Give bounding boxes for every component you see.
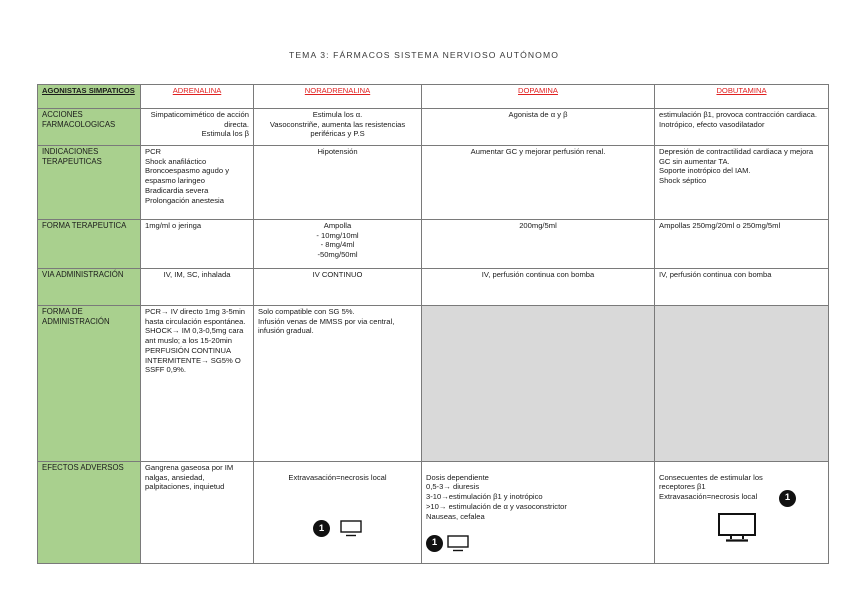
table-row bbox=[38, 306, 829, 462]
row-label-via: VIA ADMINISTRACIÓN bbox=[38, 269, 141, 306]
row-label-efectos: EFECTOS ADVERSOS bbox=[38, 462, 141, 564]
empty-cell bbox=[655, 306, 829, 462]
table-cell-dopamina-efectos bbox=[422, 462, 655, 564]
table-row bbox=[38, 269, 829, 306]
row-label-forma-terapeutica: FORMA TERAPEUTICA bbox=[38, 220, 141, 269]
table-cell: IV, IM, SC, inhalada bbox=[141, 269, 254, 306]
table-cell: estimulación β1, provoca contracción cardiaca. Inotrópico, efecto vasodilatador bbox=[655, 109, 829, 146]
table-cell: Agonista de α y β bbox=[422, 109, 655, 146]
table-cell: Aumentar GC y mejorar perfusión renal. bbox=[422, 146, 655, 220]
table-cell: IV CONTINUO bbox=[254, 269, 422, 306]
table-cell-dobutamina-efectos bbox=[655, 462, 829, 564]
header-row bbox=[38, 85, 829, 109]
row-label-indicaciones: INDICACIONES TERAPEUTICAS bbox=[38, 146, 141, 220]
monitor-icon bbox=[340, 520, 362, 537]
drug-header-dopamina: DOPAMINA bbox=[422, 85, 655, 109]
cell-text: Consecuentes de estimular los receptores β1 Extravasación=necrosis local bbox=[659, 472, 763, 502]
table-row bbox=[38, 462, 829, 564]
table-cell: Ampolla - 10mg/10ml - 8mg/4ml -50mg/50ml bbox=[254, 220, 422, 269]
numbered-badge-icon: 1 bbox=[313, 520, 330, 537]
row-label-acciones: ACCIONES FARMACOLOGICAS bbox=[38, 109, 141, 146]
table-cell: PCR→ IV directo 1mg 3-5min hasta circulación espontánea. SHOCK→ IM 0,3-0,5mg cara ant muslo; a los 15-20min PERFUSIÓN CONTINUA INTERMITENTE→ SG5% O SSFF 0,9%. bbox=[141, 306, 254, 462]
reference-marker bbox=[258, 520, 417, 537]
table-row bbox=[38, 146, 829, 220]
table-cell: 1mg/ml o jeringa bbox=[141, 220, 254, 269]
table-cell: IV, perfusión continua con bomba bbox=[655, 269, 829, 306]
table-cell: Gangrena gaseosa por IM nalgas, ansiedad, palpitaciones, inquietud bbox=[141, 462, 254, 564]
cell-text: Extravasación=necrosis local bbox=[288, 472, 387, 482]
table-cell: 200mg/5ml bbox=[422, 220, 655, 269]
table-cell: Hipotensión bbox=[254, 146, 422, 220]
numbered-badge-icon: 1 bbox=[426, 535, 443, 552]
table-cell: PCR Shock anafiláctico Broncoespasmo agudo y espasmo laringeo Bradicardia severa Prolongación anestesia bbox=[141, 146, 254, 220]
monitor-icon bbox=[717, 512, 757, 544]
table-corner-label: AGONISTAS SIMPATICOS bbox=[38, 85, 141, 109]
drug-header-dobutamina: DOBUTAMINA bbox=[655, 85, 829, 109]
table-cell: IV, perfusión continua con bomba bbox=[422, 269, 655, 306]
table-cell-noradrenalina-efectos bbox=[254, 462, 422, 564]
table-cell: Simpaticomimético de acción directa. Estimula los β bbox=[141, 109, 254, 146]
reference-marker bbox=[426, 535, 650, 552]
empty-cell bbox=[422, 306, 655, 462]
document-title: TEMA 3: FÁRMACOS SISTEMA NERVIOSO AUTÓNOMO bbox=[289, 50, 559, 60]
table-row bbox=[38, 109, 829, 146]
monitor-icon bbox=[447, 535, 469, 552]
numbered-badge-icon: 1 bbox=[779, 490, 796, 507]
table-cell: Depresión de contractilidad cardiaca y mejora GC sin aumentar TA. Soporte inotrópico del IAM. Shock séptico bbox=[655, 146, 829, 220]
agonists-table bbox=[37, 84, 829, 564]
drug-header-noradrenalina: NORADRENALINA bbox=[254, 85, 422, 109]
cell-text: Dosis dependiente 0,5-3→ diuresis 3-10→estimulación β1 y inotrópico >10→ estimulación de α y vasoconstrictor Nauseas, cefalea bbox=[426, 472, 567, 521]
drug-header-adrenalina: ADRENALINA bbox=[141, 85, 254, 109]
row-label-forma-administracion: FORMA DE ADMINISTRACIÓN bbox=[38, 306, 141, 462]
table-cell: Solo compatible con SG 5%. Infusión venas de MMSS por via central, infusión gradual. bbox=[254, 306, 422, 462]
table-cell: Estimula los α. Vasoconstriñe, aumenta las resistencias periféricas y P.S bbox=[254, 109, 422, 146]
table-cell: Ampollas 250mg/20ml o 250mg/5ml bbox=[655, 220, 829, 269]
table-row bbox=[38, 220, 829, 269]
